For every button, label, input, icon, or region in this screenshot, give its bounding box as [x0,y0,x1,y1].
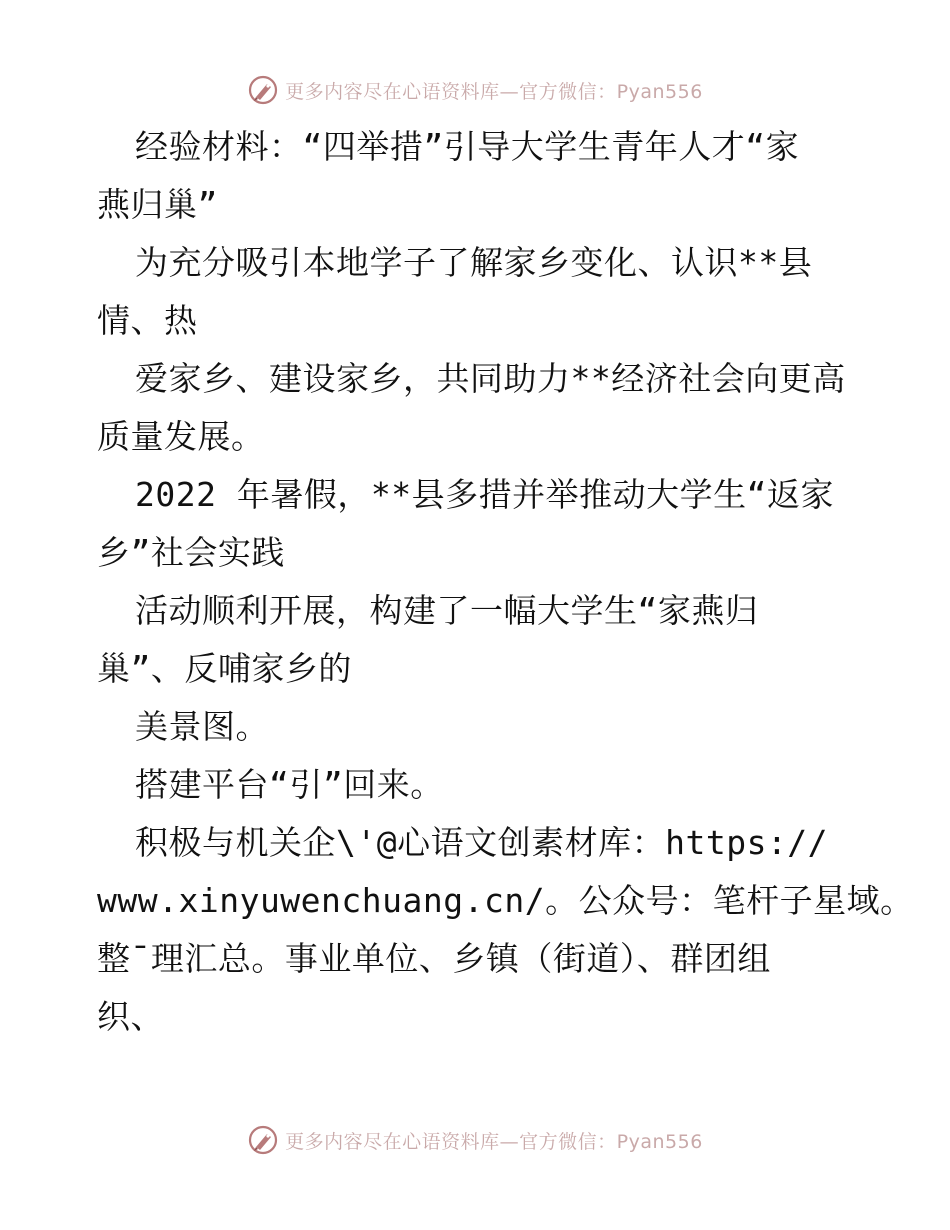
paragraph-line: 2022 年暑假，**县多措并举推动大学生“返家 [135,475,834,514]
paragraph-line: 情、热 [97,301,198,340]
paragraph-line: 燕归巢” [97,185,218,224]
paragraph-line: 爱家乡、建设家乡，共同助力**经济社会向更高 [135,359,846,398]
paragraph-line: 为充分吸引本地学子了解家乡变化、认识**县 [135,243,813,282]
paragraph-line: 质量发展。 [97,417,265,456]
pen-nib-logo-icon [247,1124,279,1156]
paragraph-line: 搭建平台“引”回来。 [135,765,444,804]
paragraph-line: 整¯理汇总。事业单位、乡镇（街道）、群团组 [97,939,771,978]
watermark-text: 更多内容尽在心语资料库— [285,1130,520,1153]
paragraph-line: 乡”社会实践 [97,533,285,572]
watermark-wechat: 官方微信：Pyan556 [519,80,703,103]
pen-nib-logo-icon [247,74,279,106]
paragraph-line: 活动顺利开展，构建了一幅大学生“家燕归 [135,591,759,630]
paragraph-line: 美景图。 [135,707,269,746]
paragraph-line: 巢”、反哺家乡的 [97,649,352,688]
paragraph-line: 积极与机关企\'@心语文创素材库：https:// [135,823,829,862]
paragraph-line: 织、 [97,997,164,1036]
paragraph-line: www.xinyuwenchuang.cn/。公众号：笔杆子星域。 [97,881,914,920]
document-body [97,118,914,1046]
header-watermark [0,70,950,110]
watermark-text: 更多内容尽在心语资料库— [285,80,520,103]
paragraph-line: 经验材料：“四举措”引导大学生青年人才“家 [135,127,800,166]
watermark-wechat: 官方微信：Pyan556 [519,1130,703,1153]
footer-watermark [0,1120,950,1160]
